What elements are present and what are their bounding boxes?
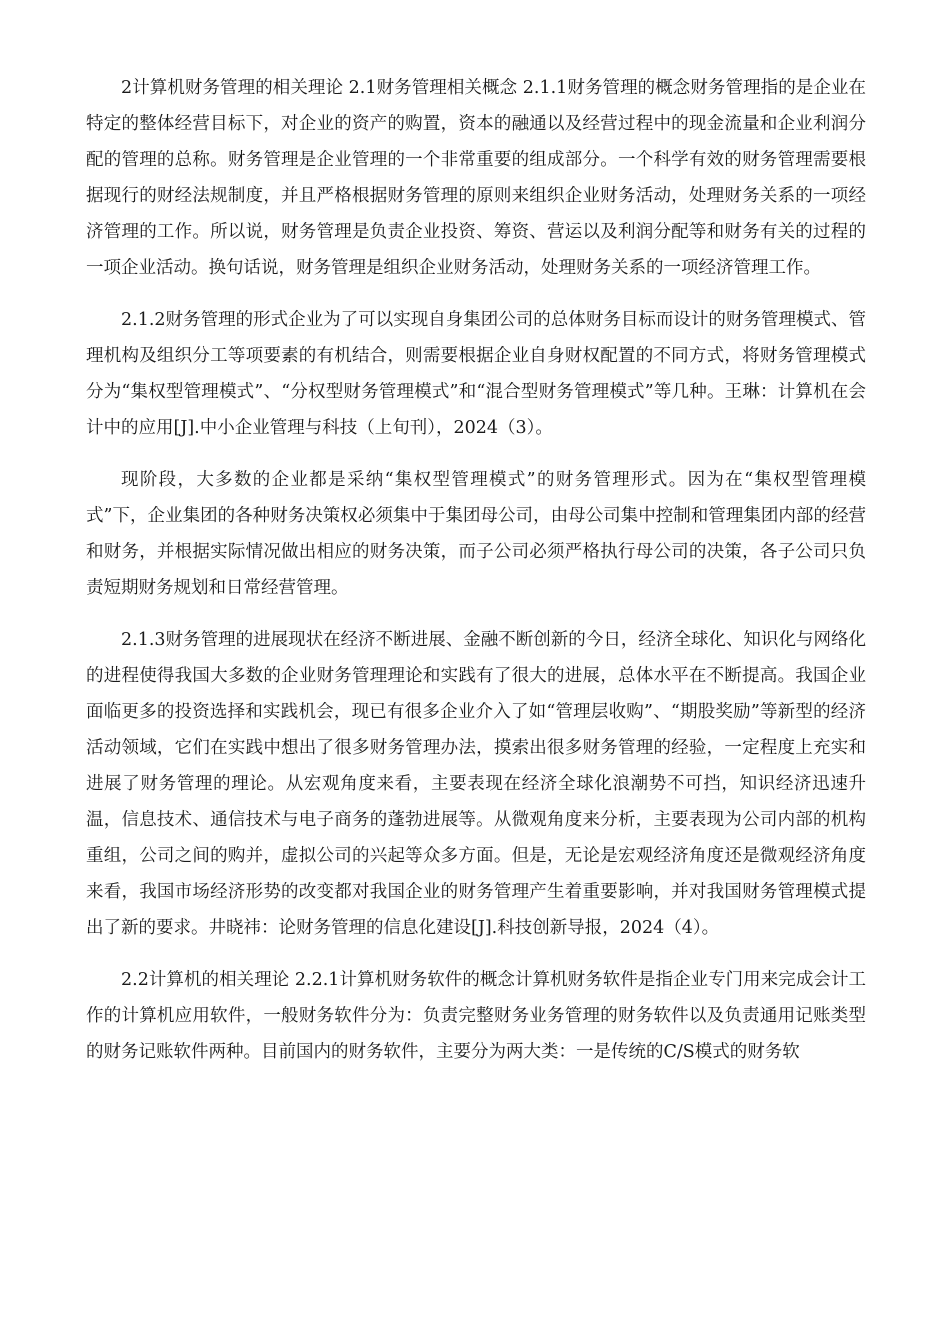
paragraph-financial-management-status: 2.1.3财务管理的进展现状在经济不断进展、金融不断创新的今日，经济全球化、知识化与网络化的进程使得我国大多数的企业财务管理理论和实践有了很大的进展，总体水平在不断提高。我国企业面临更多的投资选择和实践机会，现已有很多企业介入了如“管理层收购”、“期股奖励”等新型的经济活动领域，它们在实践中想出了很多财务管理办法，摸索出很多财务管理的经验，一定程度上充实和进展了财务管理的理论。从宏观角度来看，主要表现在经济全球化浪潮势不可挡，知识经济迅速升温，信息技术、通信技术与电子商务的蓬勃进展等。从微观角度来分析，主要表现为公司内部的机构重组，公司之间的购并，虚拟公司的兴起等众多方面。但是，无论是宏观经济角度还是微观经济角度来看，我国市场经济形势的改变都对我国企业的财务管理产生着重要影响，并对我国财务管理模式提出了新的要求。井晓祎：论财务管理的信息化建设[J].科技创新导报，2024（4）。 — [86, 630, 866, 938]
paragraph-computer-finance-software: 2.2计算机的相关理论 2.2.1计算机财务软件的概念计算机财务软件是指企业专门用来完成会计工作的计算机应用软件，一般财务软件分为：负责完整财务业务管理的财务软件以及负责通用记账类型的财务记账软件两种。目前国内的财务软件，主要分为两大类：一是传统的C/S模式的财务软 — [86, 970, 866, 1062]
paragraph-financial-management-forms: 2.1.2财务管理的形式企业为了可以实现自身集团公司的总体财务目标而设计的财务管理模式、管理机构及组织分工等项要素的有机结合，则需要根据企业自身财权配置的不同方式，将财务管理模式分为“集权型管理模式”、“分权型财务管理模式”和“混合型财务管理模式”等几种。王琳：计算机在会计中的应用[J].中小企业管理与科技（上旬刊），2024（3）。 — [86, 310, 866, 438]
document-page — [86, 70, 866, 1070]
paragraph-financial-management-concept: 2计算机财务管理的相关理论 2.1财务管理相关概念 2.1.1财务管理的概念财务管理指的是企业在特定的整体经营目标下，对企业的资产的购置，资本的融通以及经营过程中的现金流量和企业利润分配的管理的总称。财务管理是企业管理的一个非常重要的组成部分。一个科学有效的财务管理需要根据现行的财经法规制度，并且严格根据财务管理的原则来组织企业财务活动，处理财务关系的一项经济管理的工作。所以说，财务管理是负责企业投资、筹资、营运以及利润分配等和财务有关的过程的一项企业活动。换句话说，财务管理是组织企业财务活动，处理财务关系的一项经济管理工作。 — [86, 78, 866, 278]
paragraph-centralized-management-mode: 现阶段，大多数的企业都是采纳“集权型管理模式”的财务管理形式。因为在“集权型管理模式”下，企业集团的各种财务决策权必须集中于集团母公司，由母公司集中控制和管理集团内部的经营和财务，并根据实际情况做出相应的财务决策，而子公司必须严格执行母公司的决策，各子公司只负责短期财务规划和日常经营管理。 — [86, 470, 866, 598]
